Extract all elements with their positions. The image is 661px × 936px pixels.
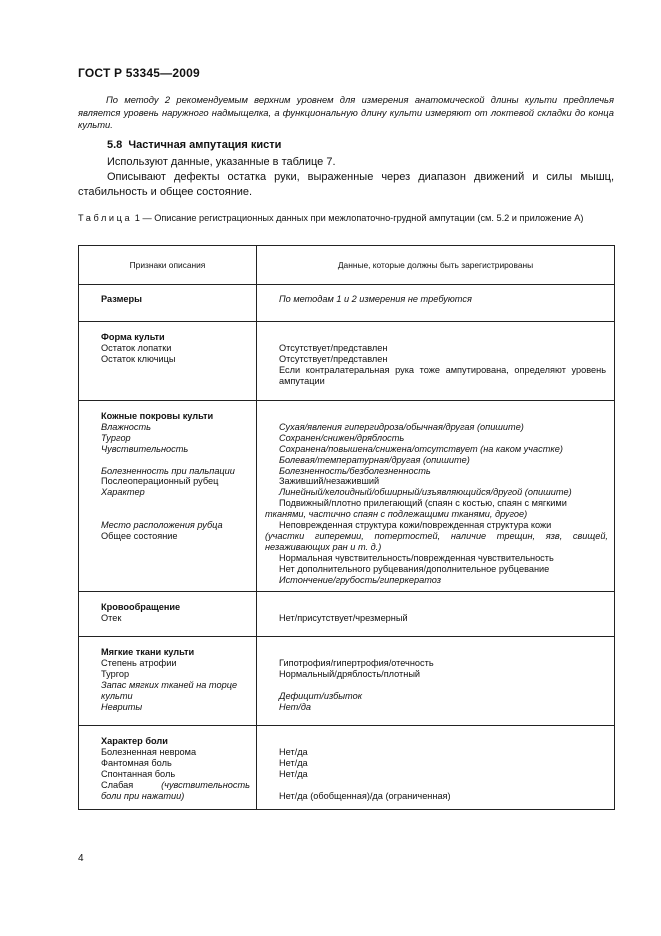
table-row-size xyxy=(79,285,615,322)
cell-size-label: Размеры xyxy=(79,285,257,322)
cell-soft-tissue-labels: Мягкие ткани культи Степень атрофии Тургор Запас мягких тканей на торце культи Невриты xyxy=(79,637,257,726)
table-row-soft-tissue xyxy=(79,637,615,726)
header-cell-features: Признаки описания xyxy=(79,246,257,285)
header-cell-data: Данные, которые должны быть зарегистрированы xyxy=(257,246,615,285)
cell-skin-labels: Кожные покровы культи Влажность Тургор Чувствительность Болезненность при пальпации Послеоперационный рубец Характер Место расположения рубца Общее состояние xyxy=(79,401,257,592)
cell-pain-values: Нет/да Нет/да Нет/да Нет/да (обобщенная)/да (ограниченная) xyxy=(257,726,615,810)
table-header-row xyxy=(79,246,615,285)
table-row-pain xyxy=(79,726,615,810)
cell-stump-shape-labels: Форма культи Остаток лопатки Остаток ключицы xyxy=(79,322,257,401)
cell-soft-tissue-values: Гипотрофия/гипертрофия/отечность Нормальный/дряблость/плотный Дефицит/избыток Нет/да xyxy=(257,637,615,726)
intro-paragraph: По методу 2 рекомендуемым верхним уровнем для измерения анатомической длины культи предплечья является уровень наружного надмыщелка, а функциональную длину культи измеряют от локтевой складки до конца культи. xyxy=(78,94,614,131)
table-row-circulation xyxy=(79,592,615,637)
section-paragraph-1: Используют данные, указанные в таблице 7. xyxy=(107,156,336,168)
cell-circulation-values: Нет/присутствует/чрезмерный xyxy=(257,592,615,637)
page-number: 4 xyxy=(78,853,84,864)
section-title: Частичная ампутация кисти xyxy=(128,139,282,151)
table-caption-text: 1 — Описание регистрационных данных при межлопаточно-грудной ампутации (см. 5.2 и приложение А) xyxy=(132,213,584,223)
cell-stump-shape-values: Отсутствует/представлен Отсутствует/представлен Если контралатеральная рука тоже ампутирована, определяют уровень ампутации xyxy=(257,322,615,401)
cell-pain-labels: Характер боли Болезненная неврома Фантомная боль Спонтанная боль Слабая (чувствительность боли при нажатии) xyxy=(79,726,257,810)
section-heading xyxy=(107,139,281,151)
registration-data-table xyxy=(78,245,615,810)
cell-size-value: По методам 1 и 2 измерения не требуются xyxy=(257,285,615,322)
section-number: 5.8 xyxy=(107,139,123,151)
table-row-skin xyxy=(79,401,615,592)
document-header: ГОСТ Р 53345—2009 xyxy=(78,66,200,80)
section-paragraph-2: Описывают дефекты остатка руки, выраженные через диапазон движений и силы мышц, стабильность и общее состояние. xyxy=(78,171,614,198)
table-row-stump-shape xyxy=(79,322,615,401)
cell-skin-values: Сухая/явления гипергидроза/обычная/другая (опишите) Сохранен/снижен/дряблость Сохранена/повышена/снижена/отсутствует (на каком участке) Болевая/температурная/другая (опишите) Болезненность/безболезненность Заживший/незаживший Линейный/келоидный/обширный/изъявляющийся/другой (опишите) Подвижный/плотно прилегающий (спаян с костью, спаян с мягкими тканями, частично спаян с подлежащими тканями, другое) Неповрежденная структура кожи/поврежденная структура кожи (участки гиперемии, потертостей, наличие трещин, язв, свищей, незаживающих ран и т. д.) Нормальная чувствительность/поврежденная чувствительность Нет дополнительного рубцевания/дополнительное рубцевание Истончение/грубость/гиперкератоз xyxy=(257,401,615,592)
cell-circulation-labels: Кровообращение Отек xyxy=(79,592,257,637)
table-caption xyxy=(78,212,614,224)
table-caption-prefix: Таблица xyxy=(78,213,133,223)
